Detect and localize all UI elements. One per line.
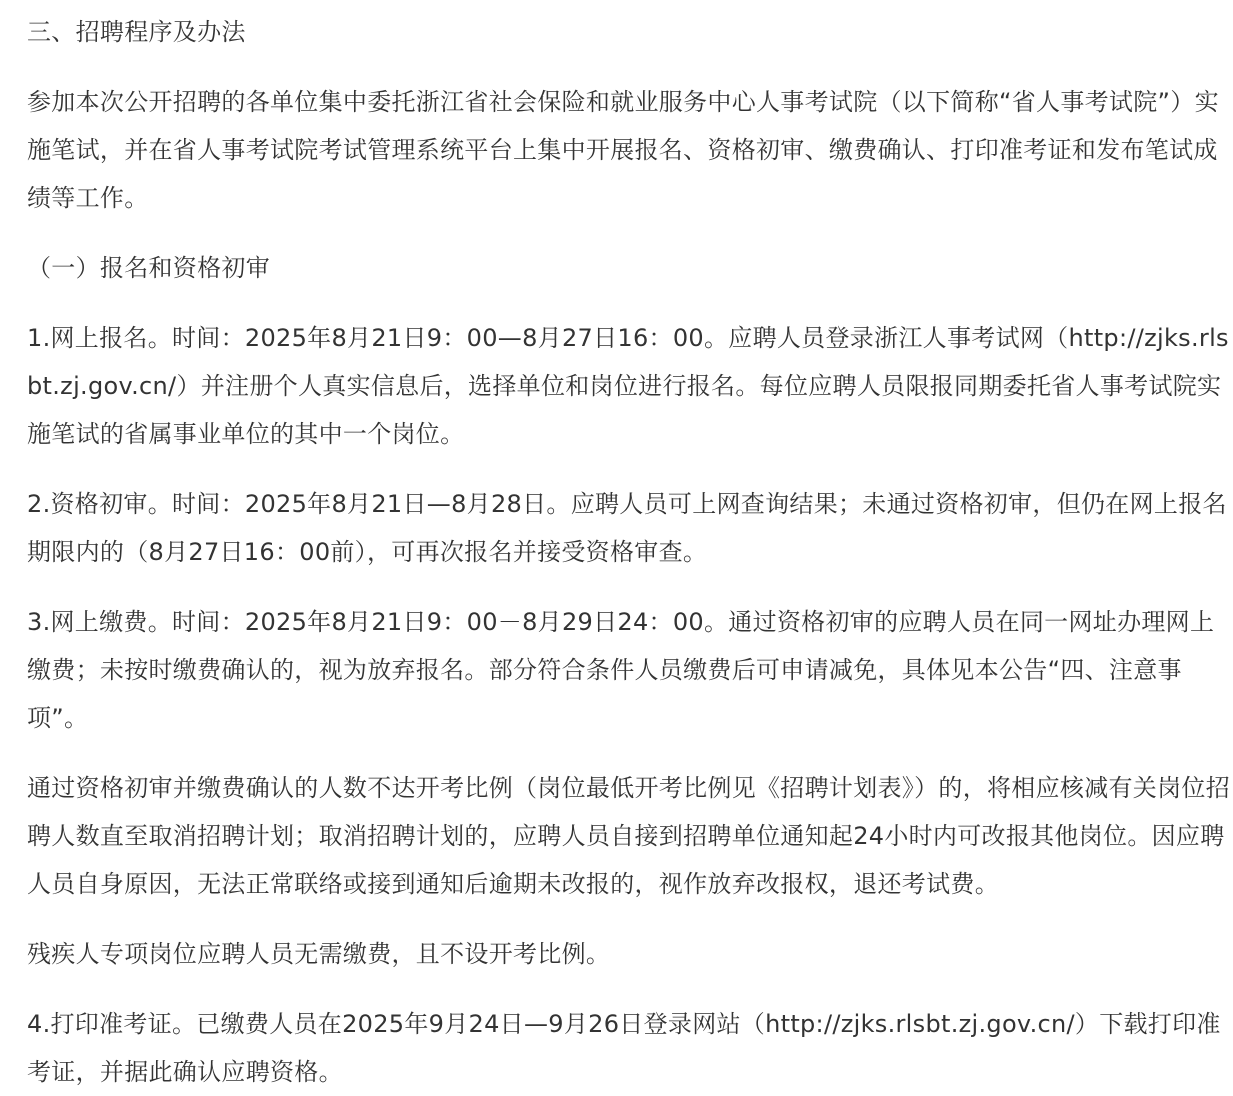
note-exam-ratio: 通过资格初审并缴费确认的人数不达开考比例（岗位最低开考比例见《招聘计划表》）的，将相应核减有关岗位招聘人数直至取消招聘计划；取消招聘计划的，应聘人员自接到招聘单位通知起24小时内可改报其他岗位。因应聘人员自身原因，无法正常联络或接到通知后逾期未改报的，视作放弃改报权，退还考试费。 (27, 774, 1230, 898)
item-qualification-review: 2.资格初审。时间：2025年8月21日—8月28日。应聘人员可上网查询结果；未通过资格初审，但仍在网上报名期限内的（8月27日16：00前），可再次报名并接受资格审查。 (27, 490, 1227, 566)
document-body (27, 0, 1230, 1096)
subsection-title: （一）报名和资格初审 (27, 254, 270, 282)
item-online-payment: 3.网上缴费。时间：2025年8月21日9：00－8月29日24：00。通过资格初审的应聘人员在同一网址办理网上缴费；未按时缴费确认的，视为放弃报名。部分符合条件人员缴费后可申请减免，具体见本公告“四、注意事项”。 (27, 608, 1215, 732)
intro-paragraph: 参加本次公开招聘的各单位集中委托浙江省社会保险和就业服务中心人事考试院（以下简称“省人事考试院”）实施笔试，并在省人事考试院考试管理系统平台上集中开展报名、资格初审、缴费确认、打印准考证和发布笔试成绩等工作。 (27, 88, 1219, 212)
item-online-registration: 1.网上报名。时间：2025年8月21日9：00—8月27日16：00。应聘人员登录浙江人事考试网（http://zjks.rlsbt.zj.gov.cn/）并注册个人真实信息后，选择单位和岗位进行报名。每位应聘人员限报同期委托省人事考试院实施笔试的省属事业单位的其中一个岗位。 (27, 324, 1229, 448)
section-title: 三、招聘程序及办法 (27, 18, 246, 46)
item-print-admission-ticket: 4.打印准考证。已缴费人员在2025年9月24日—9月26日登录网站（http://zjks.rlsbt.zj.gov.cn/）下载打印准考证，并据此确认应聘资格。 (27, 1010, 1221, 1086)
note-disabled-positions: 残疾人专项岗位应聘人员无需缴费，且不设开考比例。 (27, 940, 611, 968)
